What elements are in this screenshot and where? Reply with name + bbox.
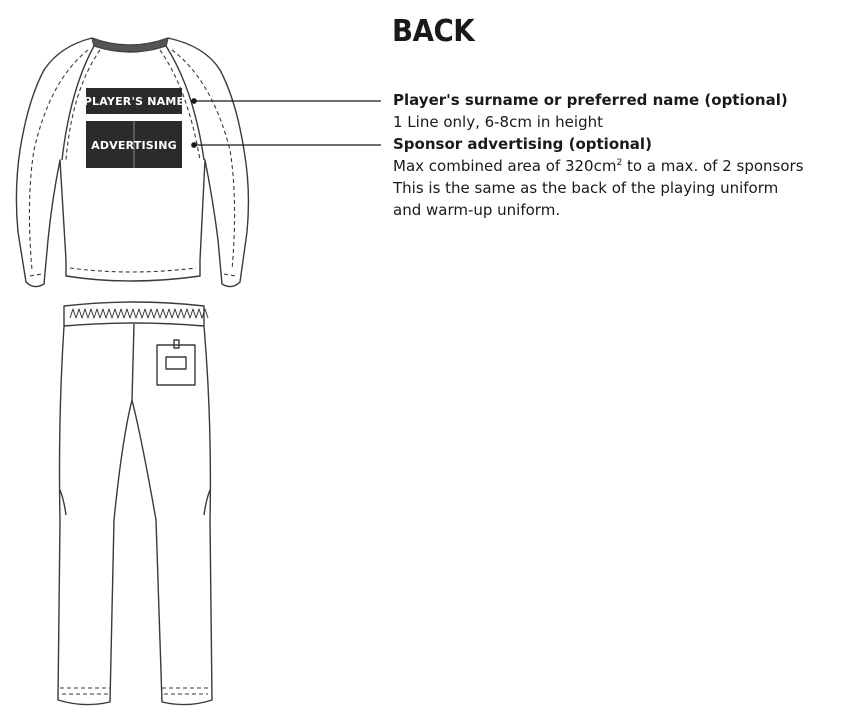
sponsor-area-sup: 2 (616, 158, 623, 168)
name-annotation-line: 1 Line only, 6-8cm in height (393, 113, 603, 131)
leader-lines (192, 99, 381, 147)
sponsor-area-line (393, 155, 843, 177)
sponsor-annotation-line-1: This is the same as the back of the playing uniform (393, 179, 779, 197)
name-annotation-title: Player's surname or preferred name (optional) (393, 91, 788, 109)
pocket-flap (166, 357, 186, 369)
advertising-box (86, 121, 182, 168)
waistband-elastic (70, 309, 208, 318)
right-seam-mark (204, 490, 210, 515)
pants-back (58, 302, 212, 705)
stitch-left-cuff (30, 274, 42, 276)
stitch-right-cuff (224, 274, 236, 276)
pocket-button (174, 340, 179, 348)
sponsor-annotation-title: Sponsor advertising (optional) (393, 135, 652, 153)
stitch-hem (70, 268, 196, 272)
back-pocket (157, 345, 195, 385)
name-box (84, 88, 184, 114)
sponsor-annotation (393, 133, 843, 221)
left-seam-mark (60, 490, 66, 515)
shirt-collar (92, 38, 168, 52)
name-box-label: PLAYER'S NAME (83, 95, 185, 108)
sponsor-annotation-line-2: and warm-up uniform. (393, 201, 561, 219)
sponsor-area-prefix: Max combined area of 320cm (393, 157, 617, 175)
pants-outline (58, 326, 212, 705)
page-heading: BACK (392, 14, 475, 49)
center-seam (132, 324, 134, 400)
name-annotation (393, 89, 843, 133)
advertising-box-label: ADVERTISING (91, 139, 177, 152)
sponsor-area-suffix: to a max. of 2 sponsors (622, 157, 804, 175)
